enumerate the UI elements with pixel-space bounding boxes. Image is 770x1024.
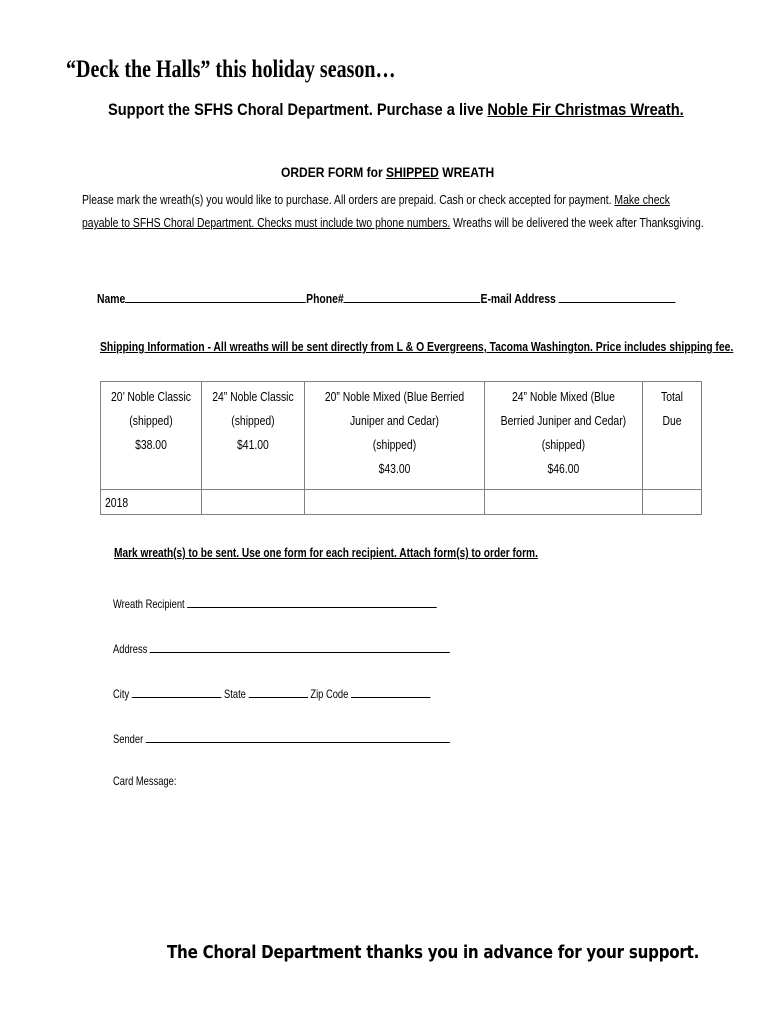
name-field[interactable] xyxy=(125,289,306,303)
card-message-label: Card Message: xyxy=(113,774,177,788)
header-line: (shipped) xyxy=(372,437,417,452)
order-form-title xyxy=(281,164,494,180)
city-state-zip-row xyxy=(113,684,430,701)
address-label: Address xyxy=(113,642,150,656)
wreath-recipient-field[interactable] xyxy=(187,594,437,608)
header-price: $46.00 xyxy=(547,461,580,476)
header-line: (shipped) xyxy=(231,413,275,428)
city-label: City xyxy=(113,687,132,701)
email-label: E-mail Address xyxy=(480,291,559,306)
header-price: $43.00 xyxy=(378,461,411,476)
table-row xyxy=(101,490,702,515)
subtitle-text: Support the SFHS Choral Department. Purchase a live xyxy=(108,100,488,119)
order-form-title-shipped: SHIPPED xyxy=(386,164,439,180)
header-cell-20-noble-mixed xyxy=(304,382,484,490)
name-label: Name xyxy=(97,291,126,306)
header-cell-total-due xyxy=(642,382,701,490)
header-price: $41.00 xyxy=(236,437,269,452)
phone-label: Phone# xyxy=(306,291,344,306)
page-title: “Deck the Halls” this holiday season… xyxy=(66,56,396,83)
contact-fields-row xyxy=(97,289,676,306)
cell-text xyxy=(501,382,626,481)
intro-line-2-underlined: payable to SFHS Choral Department. Checks must include two phone numbers. xyxy=(82,215,451,230)
state-label: State xyxy=(221,687,249,701)
cell-text xyxy=(212,382,294,457)
sender-row xyxy=(113,729,450,746)
phone-field[interactable] xyxy=(344,289,481,303)
address-field[interactable] xyxy=(150,639,450,653)
intro-line-2 xyxy=(82,215,704,230)
header-line: Berried Juniper and Cedar) xyxy=(500,413,626,428)
email-field[interactable] xyxy=(559,289,676,303)
header-cell-20-noble-classic xyxy=(101,382,202,490)
state-field[interactable] xyxy=(248,684,307,698)
shipping-info: Shipping Information - All wreaths will be sent directly from L & O Evergreens, Tacoma Washington. Price includes shipping fee. xyxy=(100,339,734,354)
header-line: Total xyxy=(660,389,683,404)
header-line: Due xyxy=(662,413,682,428)
total-due-cell[interactable] xyxy=(642,490,701,515)
header-line: 20” Noble Mixed (Blue Berried xyxy=(324,389,464,404)
intro-line-1 xyxy=(82,192,670,207)
subtitle xyxy=(108,100,684,120)
cell-text xyxy=(648,382,694,433)
intro-line-2-text: Wreaths will be delivered the week after Thanksgiving. xyxy=(450,215,704,230)
qty-cell-20-noble-mixed[interactable] xyxy=(304,490,484,515)
header-cell-24-noble-mixed xyxy=(484,382,642,490)
zip-label: Zip Code xyxy=(307,687,351,701)
header-line: 20’ Noble Classic xyxy=(110,389,191,404)
table-header-row xyxy=(101,382,702,490)
wreath-recipient-label: Wreath Recipient xyxy=(113,597,188,611)
header-line: 24” Noble Mixed (Blue xyxy=(511,389,615,404)
year-label: 2018 xyxy=(105,495,129,510)
zip-field[interactable] xyxy=(351,684,431,698)
header-line: 24” Noble Classic xyxy=(212,389,294,404)
sender-field[interactable] xyxy=(146,729,450,743)
header-cell-24-noble-classic xyxy=(201,382,304,490)
wreath-recipient-row xyxy=(113,594,437,611)
address-row xyxy=(113,639,450,656)
intro-line-1-text: Please mark the wreath(s) you would like to purchase. All orders are prepaid. Cash or check accepted for payment. xyxy=(82,192,615,207)
year-cell xyxy=(101,490,202,515)
header-line: (shipped) xyxy=(541,437,585,452)
header-line: (shipped) xyxy=(129,413,173,428)
subtitle-product: Noble Fir Christmas Wreath. xyxy=(487,100,684,119)
order-table xyxy=(100,381,702,515)
cell-text xyxy=(323,382,466,481)
cell-text xyxy=(111,382,191,457)
order-form-title-prefix: ORDER FORM for xyxy=(281,164,387,180)
qty-cell-20-noble-classic[interactable] xyxy=(201,490,304,515)
qty-cell-24-noble-mixed[interactable] xyxy=(484,490,642,515)
footer-thanks: The Choral Department thanks you in advance for your support. xyxy=(167,942,700,963)
city-field[interactable] xyxy=(132,684,222,698)
header-line: Juniper and Cedar) xyxy=(349,413,439,428)
recipient-note: Mark wreath(s) to be sent. Use one form for each recipient. Attach form(s) to order form. xyxy=(114,545,538,560)
intro-line-1-underlined: Make check xyxy=(614,192,670,207)
header-price: $38.00 xyxy=(135,437,167,452)
sender-label: Sender xyxy=(113,732,146,746)
order-form-title-suffix: WREATH xyxy=(438,164,495,180)
